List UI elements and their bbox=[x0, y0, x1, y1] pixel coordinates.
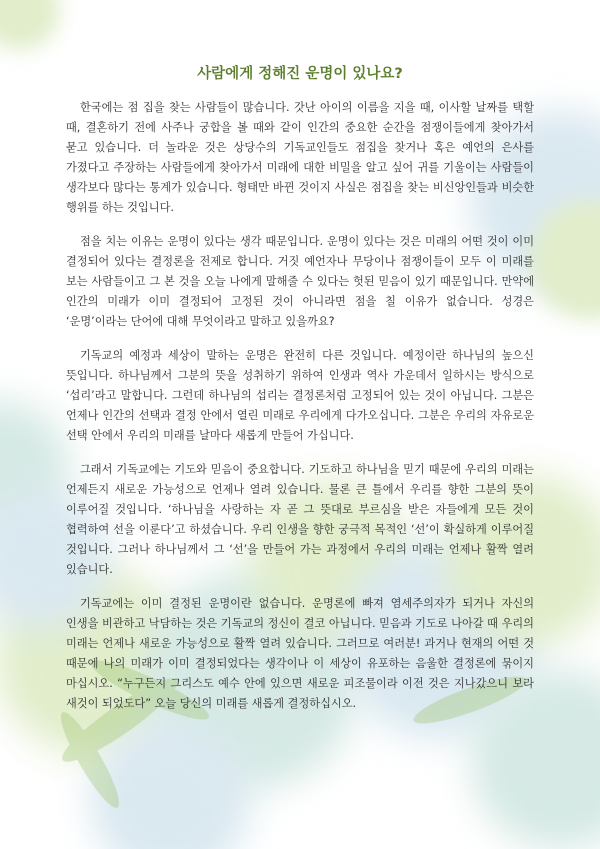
paragraph: 점을 치는 이유는 운명이 있다는 생각 때문입니다. 운명이 있다는 것은 미래의 어떤 것이 이미 결정되어 있다는 결정론을 전제로 합니다. 거짓 예언자나 무당이나 점쟁이들이 모두 이 미래를 보는 사람들이고 그 본 것을 오늘 나에게 말해줄 수 있다는 헛된 믿음이 있기 때문입니다. 만약에 인간의 미래가 이미 결정되어 고정된 것이 아니라면 점을 칠 이유가 없습니다. 성경은 ‘운명’이라는 단어에 대해 무엇이라고 말하고 있을까요? bbox=[66, 235, 534, 328]
paragraph: 한국에는 점 집을 찾는 사람들이 많습니다. 갓난 아이의 이름을 지을 때, 이사할 날짜를 택할 때, 결혼하기 전에 사주나 궁합을 볼 때와 같이 인간의 중요한 순간을 점쟁이들에게 찾아가서 묻고 있습니다. 더 놀라운 것은 상당수의 기독교인들도 점집을 찾거나 혹은 예언의 은사를 가졌다고 주장하는 사람들에게 찾아가서 미래에 대한 비밀을 알고 싶어 귀를 기울이는 사람들이 생각보다 많다는 통계가 있습니다. 형태만 바뀐 것이지 사실은 점집을 찾는 비신앙인들과 비슷한 행위를 하는 것입니다. bbox=[66, 101, 534, 214]
paragraph: 그래서 기독교에는 기도와 믿음이 중요합니다. 기도하고 하나님을 믿기 때문에 우리의 미래는 언제든지 새로운 가능성으로 언제나 열려 있습니다. 물론 큰 틀에서 우리를 향한 그분의 뜻이 이루어질 것입니다. ‘하나님을 사랑하는 자 곧 그 뜻대로 부르심을 받은 자들에게 모든 것이 협력하여 선을 이룬다’고 하셨습니다. 우리 인생을 향한 궁극적 목적인 ‘선’이 확실하게 이루어질 것입니다. 그러나 하나님께서 그 ‘선’을 만들어 가는 과정에서 우리의 미래는 언제나 활짝 열려 있습니다. bbox=[66, 463, 534, 576]
paragraph: 기독교의 예정과 세상이 말하는 운명은 완전히 다른 것입니다. 예정이란 하나님의 높으신 뜻입니다. 하나님께서 그분의 뜻을 성취하기 위하여 인생과 역사 가운데서 일하시는 방식으로 ‘섭리’라고 말합니다. 그런데 하나님의 섭리는 결정론처럼 고정되어 있는 것이 아닙니다. 그분은 언제나 인간의 선택과 결정 안에서 열린 미래로 우리에게 다가오십니다. 그분은 우리의 자유로운 선택 안에서 우리의 미래를 날마다 새롭게 만들어 가십니다. bbox=[66, 349, 534, 442]
document-body bbox=[66, 98, 534, 728]
page-title: 사람에게 정해진 운명이 있나요? bbox=[197, 66, 403, 82]
paragraph: 기독교에는 이미 결정된 운명이란 없습니다. 운명론에 빠져 염세주의자가 되거나 자신의 인생을 비관하고 낙담하는 것은 기독교의 정신이 결코 아닙니다. 믿음과 기도로 나아갈 때 우리의 미래는 언제나 새로운 가능성으로 활짝 열려 있습니다. 그러므로 여러분! 과거나 현재의 어떤 것 때문에 나의 미래가 이미 결정되었다는 생각이나 이 세상이 유포하는 음울한 결정론에 묶이지 마십시오. “누구든지 그리스도 예수 안에 있으면 새로운 피조물이라 이전 것은 지나갔으니 보라 새것이 되었도다” 오늘 당신의 미래를 새롭게 결정하십시오. bbox=[66, 597, 534, 710]
